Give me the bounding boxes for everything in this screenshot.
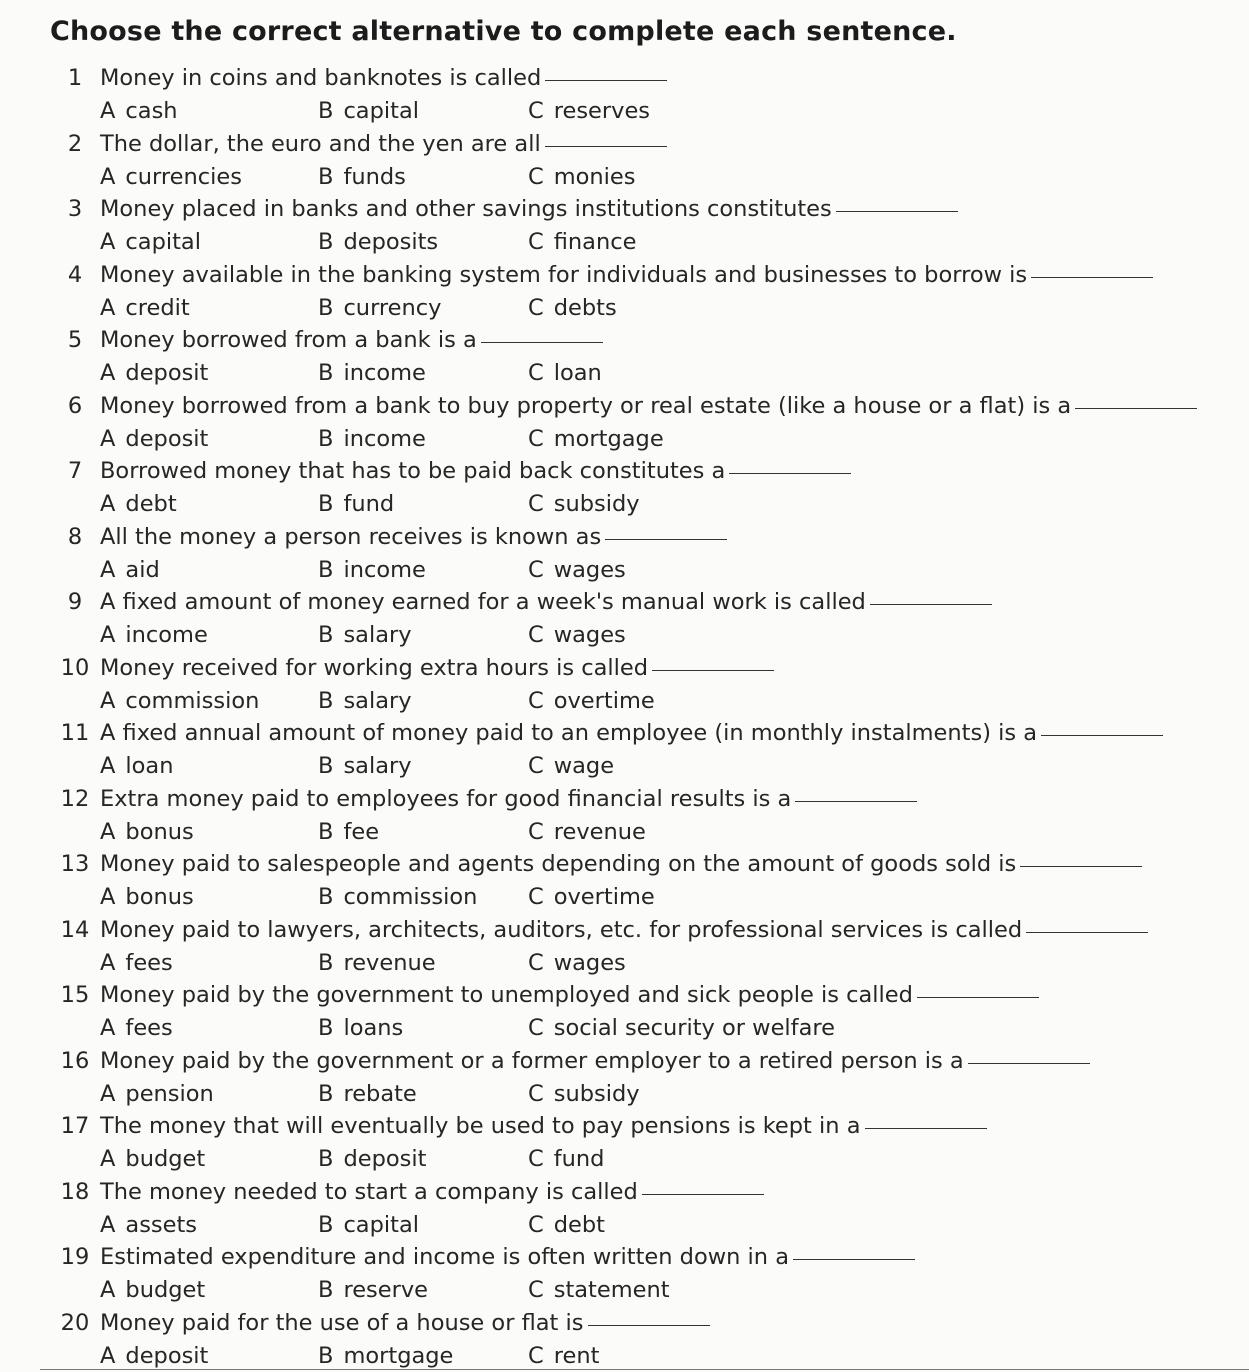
option-letter: C xyxy=(528,1015,544,1041)
option-a[interactable] xyxy=(100,292,190,324)
option-text: aid xyxy=(125,556,160,583)
question-line xyxy=(50,717,1163,750)
option-letter: B xyxy=(318,1080,334,1107)
option-text: loan xyxy=(553,360,602,386)
option-text: fund xyxy=(553,1146,605,1172)
question-text: Estimated expenditure and income is often written down in a xyxy=(100,1244,789,1270)
answer-blank[interactable] xyxy=(865,1127,987,1129)
option-b[interactable] xyxy=(318,619,412,651)
question-item xyxy=(0,783,1249,849)
option-b[interactable] xyxy=(318,816,379,848)
question-line xyxy=(50,324,603,357)
option-text: social security or welfare xyxy=(553,1015,835,1041)
question-text: The money that will eventually be used to pay pensions is kept in a xyxy=(100,1113,861,1139)
answer-blank[interactable] xyxy=(481,341,603,343)
option-letter: A xyxy=(100,1015,116,1041)
option-text: fees xyxy=(125,1015,173,1041)
question-line xyxy=(50,259,1153,292)
option-letter: B xyxy=(318,1015,334,1041)
option-text: commission xyxy=(125,687,260,714)
question-item xyxy=(0,62,1249,128)
question-number: 4 xyxy=(67,261,83,288)
option-b[interactable] xyxy=(318,685,412,717)
question-text: Money received for working extra hours is called xyxy=(100,654,648,681)
option-letter: B xyxy=(318,622,334,648)
option-letter: A xyxy=(100,1146,116,1172)
question-text: Money available in the banking system for individuals and businesses to borrow is xyxy=(100,261,1028,288)
question-line xyxy=(50,193,958,226)
question-number: 16 xyxy=(60,1047,90,1074)
option-letter: B xyxy=(318,818,334,845)
option-text: loan xyxy=(125,753,174,779)
option-letter: B xyxy=(318,753,334,779)
question-text: Money borrowed from a bank is a xyxy=(100,327,477,353)
option-letter: C xyxy=(528,818,544,845)
question-line xyxy=(50,586,992,619)
question-item xyxy=(0,128,1249,194)
option-c[interactable] xyxy=(528,1012,835,1044)
question-line xyxy=(50,783,917,816)
option-letter: B xyxy=(318,1146,334,1172)
option-c[interactable] xyxy=(528,488,640,520)
question-line xyxy=(50,1045,1090,1078)
question-number: 13 xyxy=(60,851,90,877)
option-text: cash xyxy=(125,98,178,124)
answer-blank[interactable] xyxy=(642,1193,764,1195)
option-c[interactable] xyxy=(528,750,614,782)
answer-blank[interactable] xyxy=(605,538,727,540)
option-c[interactable] xyxy=(528,816,646,848)
option-letter: A xyxy=(100,491,116,517)
option-text: deposit xyxy=(125,360,209,386)
question-line xyxy=(50,62,667,95)
option-letter: A xyxy=(100,1080,116,1107)
question-number: 9 xyxy=(67,589,83,615)
option-letter: A xyxy=(100,753,116,779)
option-a[interactable] xyxy=(100,881,194,913)
question-line xyxy=(50,521,727,554)
option-letter: A xyxy=(100,360,116,386)
option-text: reserve xyxy=(343,1277,429,1303)
option-text: income xyxy=(343,360,426,386)
option-letter: C xyxy=(528,884,544,910)
option-letter: B xyxy=(318,98,334,124)
option-c[interactable] xyxy=(528,95,650,127)
option-text: income xyxy=(343,425,426,452)
option-letter: A xyxy=(100,949,116,976)
option-a[interactable] xyxy=(100,816,194,848)
question-item xyxy=(0,586,1249,652)
answer-blank[interactable] xyxy=(545,145,667,147)
option-letter: A xyxy=(100,687,116,714)
option-text: fees xyxy=(125,949,173,976)
question-item xyxy=(0,1176,1249,1242)
option-letter: A xyxy=(100,1277,116,1303)
question-line xyxy=(50,914,1148,947)
option-letter: B xyxy=(318,1277,334,1303)
option-text: currency xyxy=(343,294,442,321)
question-text: A fixed amount of money earned for a week's manual work is called xyxy=(100,589,866,615)
answer-blank[interactable] xyxy=(968,1062,1090,1064)
question-text: Money paid by the government or a former employer to a retired person is a xyxy=(100,1047,964,1074)
option-text: salary xyxy=(343,622,412,648)
option-letter: C xyxy=(528,622,544,648)
option-a[interactable] xyxy=(100,750,173,782)
option-c[interactable] xyxy=(528,1340,599,1372)
question-number: 20 xyxy=(60,1309,90,1336)
question-number: 15 xyxy=(60,982,90,1008)
question-line xyxy=(50,1307,710,1340)
option-b[interactable] xyxy=(318,554,426,586)
answer-blank[interactable] xyxy=(545,79,667,81)
option-b[interactable] xyxy=(318,881,477,913)
option-text: bonus xyxy=(125,818,194,845)
question-list xyxy=(0,62,1249,1372)
option-letter: C xyxy=(528,687,544,714)
answer-blank[interactable] xyxy=(1041,734,1163,736)
option-text: budget xyxy=(125,1277,206,1303)
option-text: monies xyxy=(553,163,636,190)
question-number: 11 xyxy=(60,720,90,746)
question-number: 5 xyxy=(67,327,83,353)
option-text: deposit xyxy=(125,425,209,452)
option-text: subsidy xyxy=(553,491,640,517)
question-number: 14 xyxy=(60,916,90,943)
option-text: credit xyxy=(125,294,190,321)
question-line xyxy=(50,652,774,685)
option-c[interactable] xyxy=(528,1143,604,1175)
option-c[interactable] xyxy=(528,226,636,258)
question-line xyxy=(50,1176,764,1209)
option-letter: B xyxy=(318,687,334,714)
answer-blank[interactable] xyxy=(1026,931,1148,933)
question-item xyxy=(0,259,1249,325)
option-text: assets xyxy=(125,1211,198,1238)
question-text: Money in coins and banknotes is called xyxy=(100,65,542,91)
option-a[interactable] xyxy=(100,619,208,651)
option-text: overtime xyxy=(553,884,655,910)
option-a[interactable] xyxy=(100,161,242,193)
option-letter: C xyxy=(528,1211,544,1238)
option-letter: B xyxy=(318,294,334,321)
option-letter: C xyxy=(528,949,544,976)
question-item xyxy=(0,1110,1249,1176)
option-text: subsidy xyxy=(553,1080,640,1107)
option-text: currencies xyxy=(125,163,242,190)
option-text: capital xyxy=(343,98,419,124)
option-a[interactable] xyxy=(100,685,259,717)
question-number: 18 xyxy=(60,1178,90,1205)
question-item xyxy=(0,521,1249,587)
question-item xyxy=(0,1307,1249,1372)
answer-blank[interactable] xyxy=(836,210,958,212)
option-text: deposit xyxy=(343,1146,427,1172)
option-text: rent xyxy=(553,1342,600,1369)
option-text: mortgage xyxy=(343,1342,454,1369)
exercise-instruction: Choose the correct alternative to complete each sentence. xyxy=(50,16,957,47)
option-letter: B xyxy=(318,360,334,386)
option-text: salary xyxy=(343,753,412,779)
question-number: 6 xyxy=(67,392,83,419)
option-letter: A xyxy=(100,1211,116,1238)
answer-blank[interactable] xyxy=(588,1324,710,1326)
question-text: Money paid for the use of a house or flat is xyxy=(100,1309,584,1336)
question-item xyxy=(0,193,1249,259)
option-a[interactable] xyxy=(100,1209,197,1241)
option-b[interactable] xyxy=(318,1340,453,1372)
option-letter: A xyxy=(100,425,116,452)
option-b[interactable] xyxy=(318,1078,417,1110)
question-number: 1 xyxy=(67,65,83,91)
answer-blank[interactable] xyxy=(917,996,1039,998)
option-letter: C xyxy=(528,1342,544,1369)
option-text: wages xyxy=(553,622,626,648)
option-a[interactable] xyxy=(100,554,160,586)
option-letter: B xyxy=(318,229,334,255)
option-c[interactable] xyxy=(528,881,655,913)
option-b[interactable] xyxy=(318,95,419,127)
option-a[interactable] xyxy=(100,1340,208,1372)
option-c[interactable] xyxy=(528,423,664,455)
answer-blank[interactable] xyxy=(793,1258,915,1260)
option-a[interactable] xyxy=(100,947,173,979)
answer-blank[interactable] xyxy=(1031,276,1153,278)
question-text: Borrowed money that has to be paid back constitutes a xyxy=(100,458,726,484)
answer-blank[interactable] xyxy=(870,603,992,605)
option-text: wages xyxy=(553,556,626,583)
option-letter: C xyxy=(528,1080,544,1107)
option-letter: B xyxy=(318,556,334,583)
option-letter: A xyxy=(100,98,116,124)
question-text: Money placed in banks and other savings institutions constitutes xyxy=(100,196,832,222)
option-b[interactable] xyxy=(318,161,406,193)
question-item xyxy=(0,652,1249,718)
option-text: deposits xyxy=(343,229,439,255)
option-c[interactable] xyxy=(528,1274,670,1306)
option-letter: A xyxy=(100,818,116,845)
question-line xyxy=(50,128,667,161)
option-letter: C xyxy=(528,360,544,386)
question-number: 2 xyxy=(67,130,83,157)
question-text: Extra money paid to employees for good financial results is a xyxy=(100,785,792,812)
option-text: capital xyxy=(125,229,201,255)
option-letter: B xyxy=(318,163,334,190)
question-item xyxy=(0,390,1249,456)
option-letter: A xyxy=(100,884,116,910)
answer-blank[interactable] xyxy=(1075,407,1197,409)
option-letter: B xyxy=(318,949,334,976)
question-text: Money borrowed from a bank to buy property or real estate (like a house or a flat) is a xyxy=(100,392,1072,419)
option-c[interactable] xyxy=(528,357,602,389)
option-text: revenue xyxy=(343,949,436,976)
option-text: debts xyxy=(553,294,617,321)
question-number: 12 xyxy=(60,785,90,812)
option-letter: A xyxy=(100,163,116,190)
question-item xyxy=(0,1045,1249,1111)
answer-blank[interactable] xyxy=(729,472,851,474)
option-letter: C xyxy=(528,491,544,517)
option-letter: A xyxy=(100,294,116,321)
option-text: debt xyxy=(553,1211,605,1238)
option-b[interactable] xyxy=(318,226,438,258)
question-item xyxy=(0,1241,1249,1307)
question-line xyxy=(50,1241,915,1274)
option-text: finance xyxy=(553,229,637,255)
question-text: Money paid by the government to unemployed and sick people is called xyxy=(100,982,913,1008)
option-c[interactable] xyxy=(528,619,626,651)
answer-blank[interactable] xyxy=(652,669,774,671)
option-letter: B xyxy=(318,1342,334,1369)
option-text: fund xyxy=(343,491,395,517)
option-text: rebate xyxy=(343,1080,417,1107)
option-c[interactable] xyxy=(528,554,626,586)
option-letter: C xyxy=(528,556,544,583)
option-letter: A xyxy=(100,556,116,583)
option-text: salary xyxy=(343,687,412,714)
question-item xyxy=(0,717,1249,783)
option-b[interactable] xyxy=(318,1143,426,1175)
option-text: deposit xyxy=(125,1342,209,1369)
question-text: A fixed annual amount of money paid to an employee (in monthly instalments) is a xyxy=(100,720,1038,746)
option-b[interactable] xyxy=(318,1274,428,1306)
option-letter: C xyxy=(528,1277,544,1303)
option-a[interactable] xyxy=(100,226,201,258)
option-b[interactable] xyxy=(318,947,436,979)
question-number: 19 xyxy=(60,1244,90,1270)
question-number: 7 xyxy=(67,458,83,484)
option-letter: A xyxy=(100,229,116,255)
option-text: pension xyxy=(125,1080,214,1107)
option-a[interactable] xyxy=(100,1143,205,1175)
question-text: Money paid to salespeople and agents depending on the amount of goods sold is xyxy=(100,851,1017,877)
option-text: revenue xyxy=(553,818,646,845)
option-a[interactable] xyxy=(100,357,208,389)
option-letter: B xyxy=(318,425,334,452)
option-letter: C xyxy=(528,753,544,779)
option-text: loans xyxy=(343,1015,404,1041)
option-text: statement xyxy=(553,1277,670,1303)
question-line xyxy=(50,979,1039,1012)
option-c[interactable] xyxy=(528,1078,640,1110)
question-line xyxy=(50,848,1142,881)
option-text: fee xyxy=(343,818,380,845)
option-c[interactable] xyxy=(528,685,655,717)
option-letter: C xyxy=(528,163,544,190)
question-item xyxy=(0,455,1249,521)
option-a[interactable] xyxy=(100,423,208,455)
question-line xyxy=(50,390,1197,423)
option-text: debt xyxy=(125,491,177,517)
option-c[interactable] xyxy=(528,947,626,979)
question-number: 3 xyxy=(67,196,83,222)
option-text: wage xyxy=(553,753,615,779)
option-text: reserves xyxy=(553,98,651,124)
question-item xyxy=(0,848,1249,914)
option-b[interactable] xyxy=(318,488,394,520)
option-text: budget xyxy=(125,1146,206,1172)
question-item xyxy=(0,324,1249,390)
option-c[interactable] xyxy=(528,161,635,193)
option-letter: A xyxy=(100,1342,116,1369)
question-text: All the money a person receives is known as xyxy=(100,523,602,550)
option-b[interactable] xyxy=(318,423,426,455)
option-text: mortgage xyxy=(553,425,664,452)
option-letter: C xyxy=(528,229,544,255)
option-a[interactable] xyxy=(100,95,178,127)
option-a[interactable] xyxy=(100,1274,205,1306)
option-text: income xyxy=(343,556,426,583)
question-text: The dollar, the euro and the yen are all xyxy=(100,130,541,157)
option-text: commission xyxy=(343,884,478,910)
question-line xyxy=(50,1110,987,1143)
option-b[interactable] xyxy=(318,750,412,782)
answer-blank[interactable] xyxy=(795,800,917,802)
question-text: Money paid to lawyers, architects, auditors, etc. for professional services is called xyxy=(100,916,1023,943)
option-letter: A xyxy=(100,622,116,648)
option-b[interactable] xyxy=(318,357,426,389)
option-letter: C xyxy=(528,98,544,124)
answer-blank[interactable] xyxy=(1020,865,1142,867)
option-letter: C xyxy=(528,1146,544,1172)
option-text: income xyxy=(125,622,208,648)
question-number: 8 xyxy=(67,523,83,550)
option-a[interactable] xyxy=(100,1078,214,1110)
question-number: 17 xyxy=(60,1113,90,1139)
option-c[interactable] xyxy=(528,292,617,324)
option-text: wages xyxy=(553,949,626,976)
question-number: 10 xyxy=(60,654,90,681)
option-a[interactable] xyxy=(100,1012,173,1044)
question-text: The money needed to start a company is called xyxy=(100,1178,638,1205)
bottom-divider xyxy=(40,1369,1249,1370)
option-letter: B xyxy=(318,1211,334,1238)
option-text: funds xyxy=(343,163,406,190)
option-letter: B xyxy=(318,884,334,910)
option-c[interactable] xyxy=(528,1209,605,1241)
option-b[interactable] xyxy=(318,1012,403,1044)
question-item xyxy=(0,914,1249,980)
option-text: capital xyxy=(343,1211,419,1238)
option-b[interactable] xyxy=(318,1209,419,1241)
question-item xyxy=(0,979,1249,1045)
question-line xyxy=(50,455,851,488)
option-letter: C xyxy=(528,294,544,321)
option-letter: C xyxy=(528,425,544,452)
option-text: overtime xyxy=(553,687,655,714)
option-b[interactable] xyxy=(318,292,441,324)
option-a[interactable] xyxy=(100,488,177,520)
option-letter: B xyxy=(318,491,334,517)
option-text: bonus xyxy=(125,884,194,910)
